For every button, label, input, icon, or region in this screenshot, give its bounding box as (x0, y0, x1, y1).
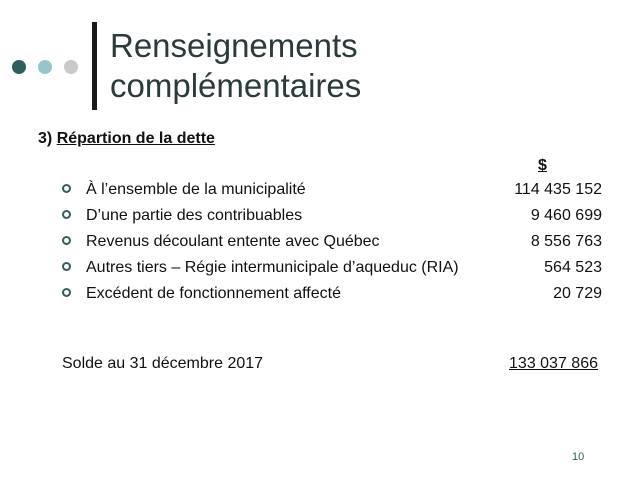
bullet-circle-icon (62, 236, 71, 245)
list-item (62, 206, 602, 226)
bullet-circle-icon (62, 184, 71, 193)
list-item (62, 180, 602, 200)
debt-items-list (62, 180, 602, 310)
slide-title-line-2: complémentaires (110, 67, 362, 104)
section-number: 3) (38, 130, 53, 147)
list-item (62, 284, 602, 304)
item-label: Excédent de fonctionnement affecté (86, 285, 341, 302)
bullet-circle-icon (62, 288, 71, 297)
section-heading (38, 130, 215, 148)
slide-title (110, 26, 610, 106)
page-number: 10 (572, 451, 585, 463)
item-amount: 8 556 763 (530, 233, 602, 250)
item-amount: 20 729 (553, 285, 602, 302)
decorative-dot-dark (12, 60, 26, 74)
total-amount: 133 037 866 (509, 355, 598, 372)
decorative-dot-light (38, 60, 52, 74)
item-amount: 9 460 699 (530, 207, 602, 224)
section-heading-text: Répartion de la dette (56, 130, 215, 147)
item-amount: 564 523 (544, 259, 602, 276)
list-item (62, 232, 602, 252)
total-label: Solde au 31 décembre 2017 (62, 355, 264, 372)
bullet-circle-icon (62, 262, 71, 271)
item-amount: 114 435 152 (514, 181, 602, 198)
item-label: Autres tiers – Régie intermunicipale d’aqueduc (RIA) (86, 259, 459, 276)
item-label: À l’ensemble de la municipalité (86, 181, 306, 198)
slide-title-line-1: Renseignements (110, 27, 358, 64)
list-item (62, 258, 602, 278)
bullet-circle-icon (62, 210, 71, 219)
total-row (62, 355, 598, 373)
currency-header: $ (538, 157, 547, 174)
item-label: Revenus découlant entente avec Québec (86, 233, 380, 250)
item-label: D’une partie des contribuables (86, 207, 303, 224)
decorative-dot-gray (64, 60, 78, 74)
title-divider-bar (92, 22, 97, 110)
